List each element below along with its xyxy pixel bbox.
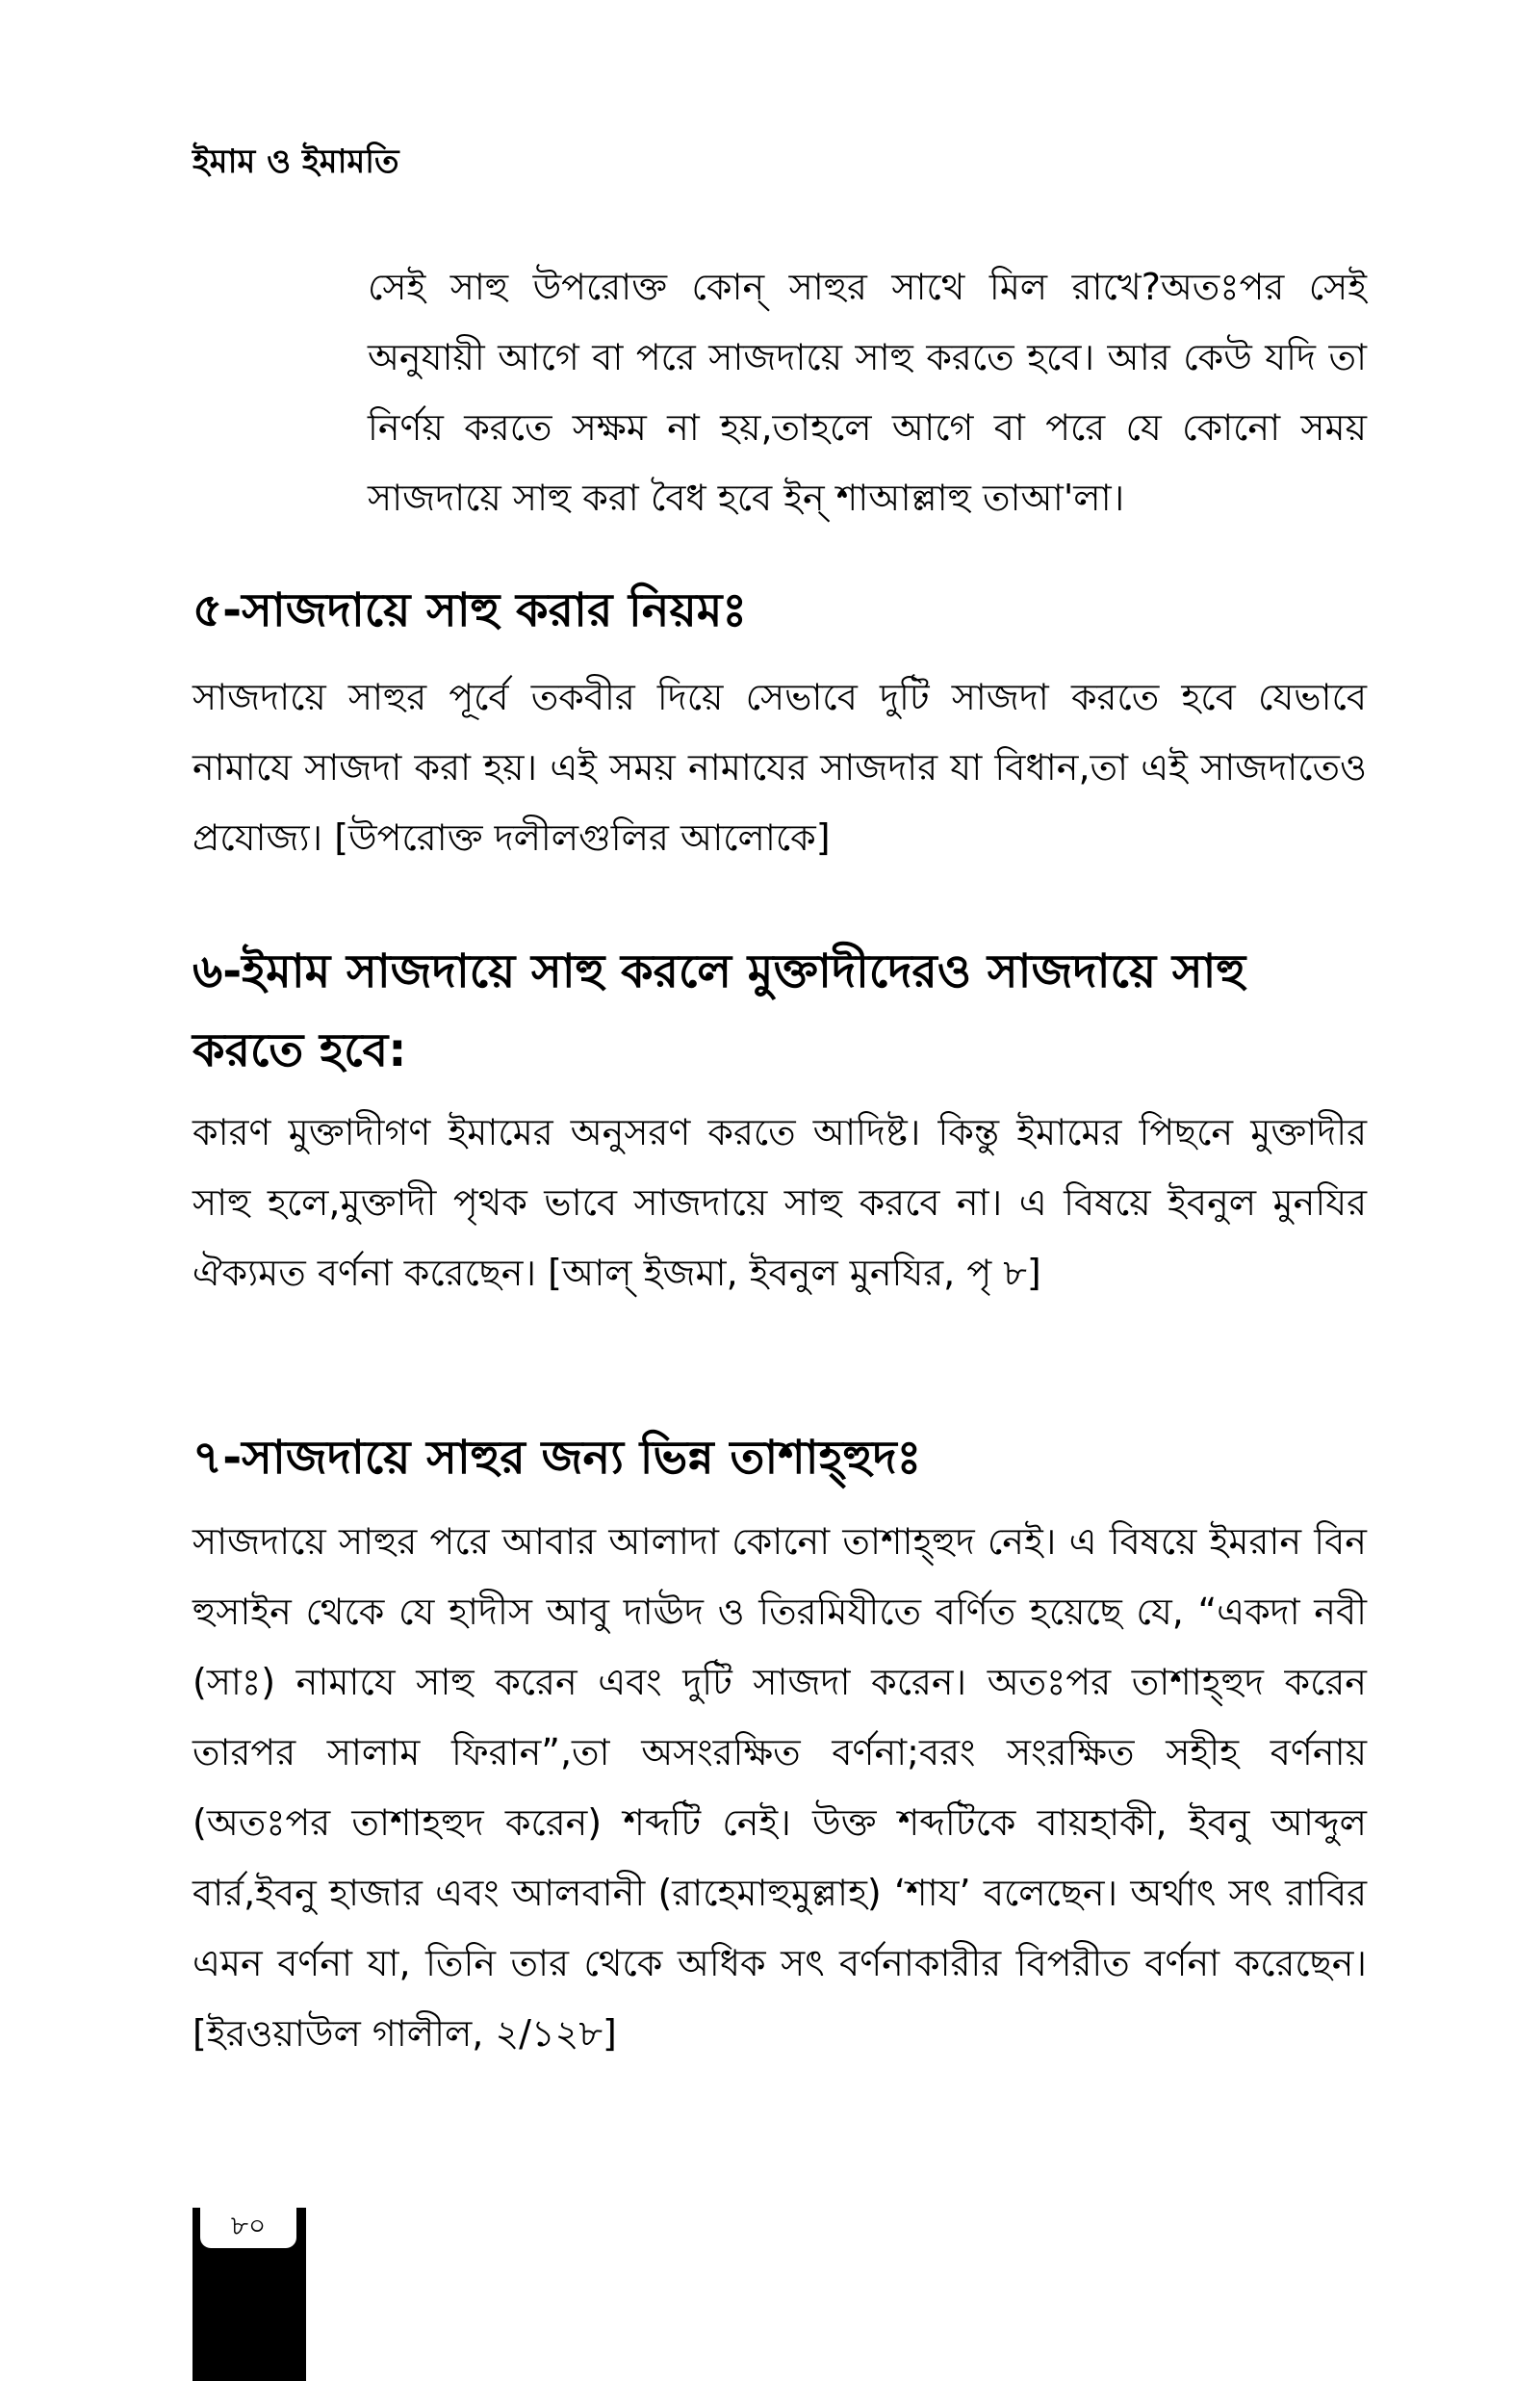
- running-header: ইমাম ও ইমামতি: [192, 142, 399, 181]
- page-number-tab: [192, 2208, 306, 2381]
- section-6-body: কারণ মুক্তাদীগণ ইমামের অনুসরণ করতে আদিষ্ট। কিন্তু ইমামের পিছনে মুক্তাদীর সাহু হলে,মুক্তাদী পৃথক ভাবে সাজদায়ে সাহু করবে না। এ বিষয়ে ইবনুল মুনযির ঐক্যমত বর্ণনা করেছেন। [আল্ ইজমা, ইবনুল মুনযির, পৃ ৮]: [192, 1111, 1367, 1294]
- intro-paragraph: সেই সাহু উপরোক্ত কোন্ সাহুর সাথে মিল রাখে?অতঃপর সেই অনুযায়ী আগে বা পরে সাজদায়ে সাহু করতে হবে। আর কেউ যদি তা নির্ণয় করতে সক্ষম না হয়,তাহলে আগে বা পরে যে কোনো সময় সাজদায়ে সাহু করা বৈধ হবে ইন্ শাআল্লাহু তাআ'লা।: [368, 266, 1367, 519]
- section-7-body: সাজদায়ে সাহুর পরে আবার আলাদা কোনো তাশাহ্হুদ নেই। এ বিষয়ে ইমরান বিন হুসাইন থেকে যে হাদীস আবু দাঊদ ও তিরমিযীতে বর্ণিত হয়েছে যে, “একদা নবী (সাঃ) নামাযে সাহু করেন এবং দুটি সাজদা করেন। অতঃপর তাশাহ্হুদ করেন তারপর সালাম ফিরান”,তা অসংরক্ষিত বর্ণনা;বরং সংরক্ষিত সহীহ বর্ণনায় (অতঃপর তাশাহহুদ করেন) শব্দটি নেই। উক্ত শব্দটিকে বায়হাকী, ইবনু আব্দুল বার্র,ইবনু হাজার এবং আলবানী (রাহেমাহুমুল্লাহ) ‘শায’ বলেছেন। অর্থাৎ সৎ রাবির এমন বর্ণনা যা, তিনি তার থেকে অধিক সৎ বর্ণনাকারীর বিপরীত বর্ণনা করেছেন। [ইরওয়াউল গালীল, ২/১২৮]: [192, 1520, 1367, 2055]
- section-5-heading: ৫-সাজদায়ে সাহু করার নিয়মঃ: [192, 583, 747, 637]
- section-6-heading: ৬-ইমাম সাজদায়ে সাহু করলে মুক্তাদীদেরও সাজদায়ে সাহু করতে হবে:: [192, 945, 1246, 1077]
- section-7-heading: ৭-সাজদায়ে সাহুর জন্য ভিন্ন তাশাহ্হুদঃ: [192, 1431, 922, 1485]
- page-number: ৮০: [197, 2208, 299, 2251]
- section-5-body: সাজদায়ে সাহুর পূর্বে তকবীর দিয়ে সেভাবে দুটি সাজদা করতে হবে যেভাবে নামাযে সাজদা করা হয়। এই সময় নামাযের সাজদার যা বিধান,তা এই সাজদাতেও প্রযোজ্য। [উপরোক্ত দলীলগুলির আলোকে]: [192, 676, 1367, 859]
